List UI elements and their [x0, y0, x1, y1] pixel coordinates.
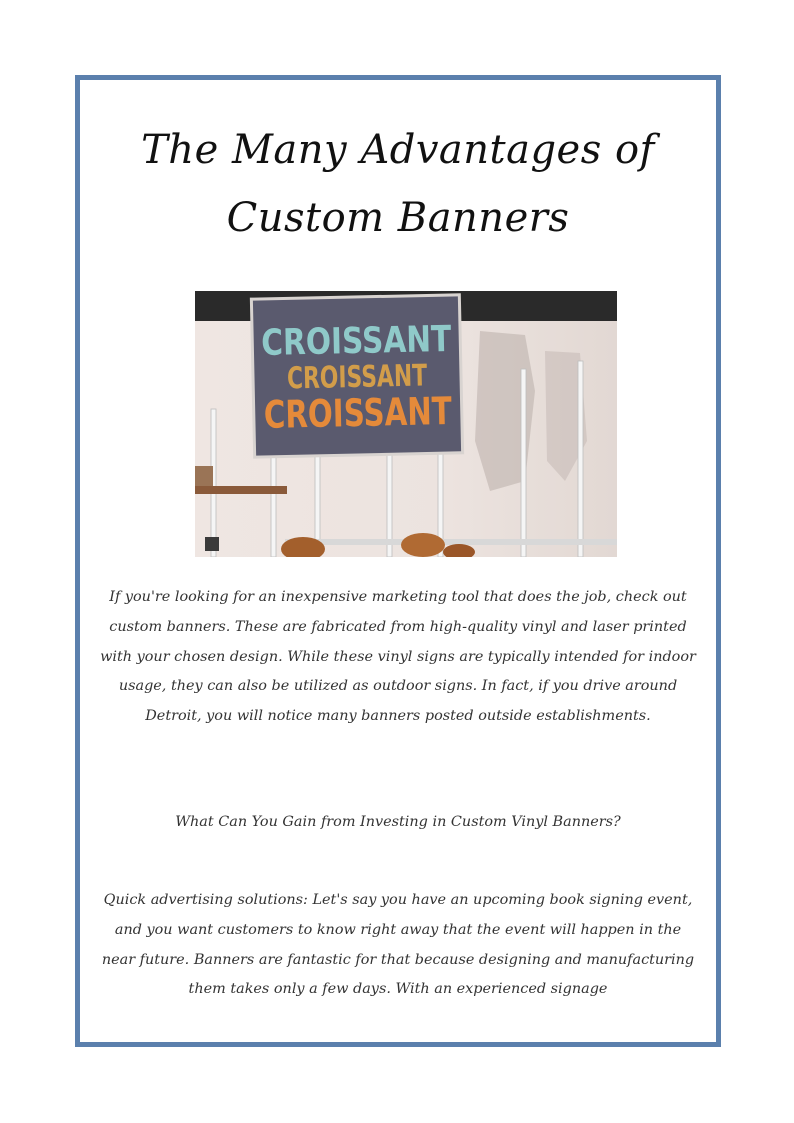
page-frame — [75, 75, 721, 1047]
banner-word-top: CROISSANT — [260, 318, 493, 364]
body-paragraph: Quick advertising solutions: Let's say you have an upcoming book signing event, and you want customers to know right away that the event will happen in the near future. Banners are fantastic for that because designing and manufacturing them takes only a few days. With an experienced signage — [101, 892, 695, 998]
intro-paragraph: If you're looking for an inexpensive marketing tool that does the job, check out custom banners. These are fabricated from high-quality vinyl and laser printed with your chosen design. While these vinyl signs are typically intended for indoor usage, they can also be utilized as outdoor signs. In fact, if you drive around Detroit, you will notice many banners posted outside establishments. — [100, 589, 696, 725]
section-heading: What Can You Gain from Investing in Custom Vinyl Banners? — [175, 814, 621, 830]
page-title: The Many Advantages of Custom Banners — [141, 127, 655, 241]
banner-word-middle: CROISSANT — [286, 357, 480, 397]
banner-word-bottom: CROISSANT — [263, 387, 508, 437]
croissant-banner-photo — [195, 291, 617, 557]
